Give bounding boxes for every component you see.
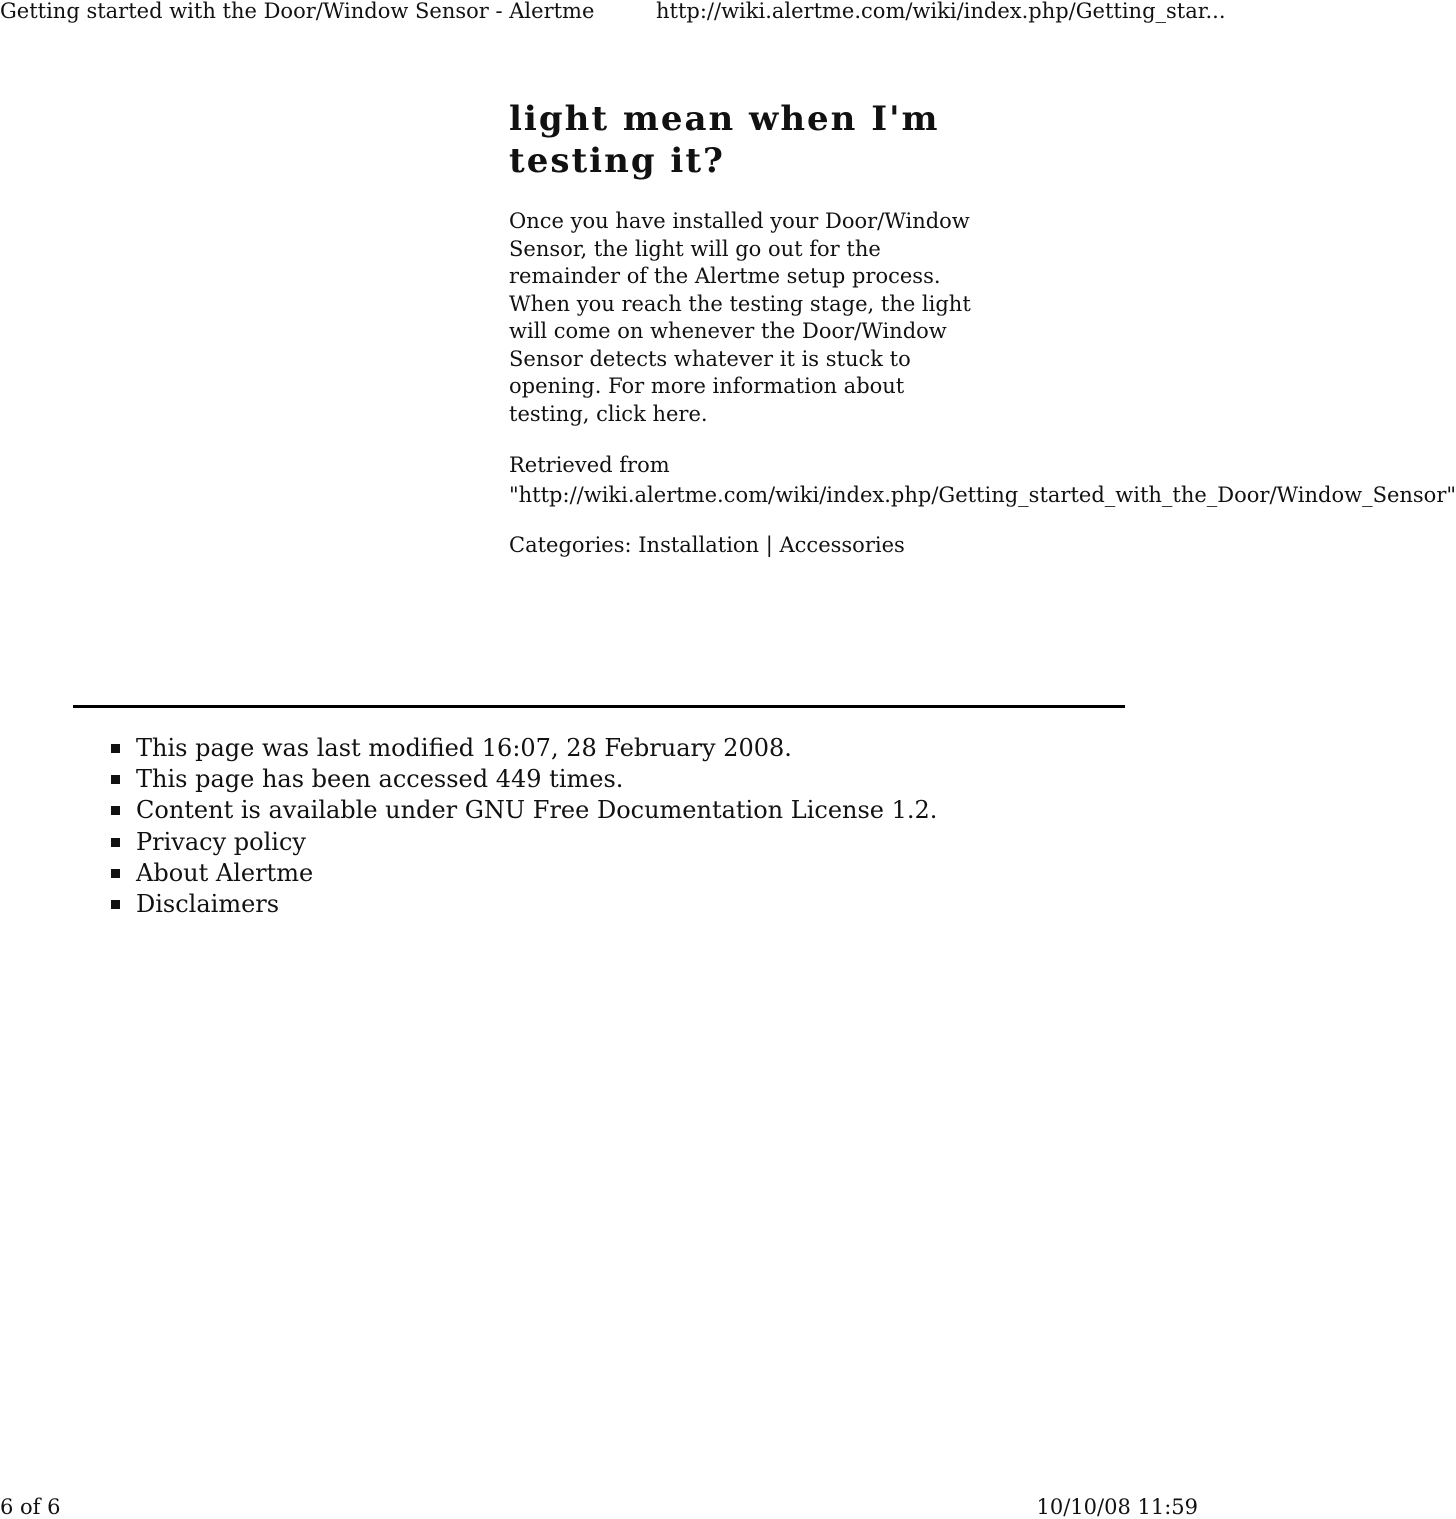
categories: Categories: Installation | Accessories	[509, 533, 905, 557]
footer-list	[108, 733, 937, 920]
about-alertme-link[interactable]: About Alertme	[136, 858, 314, 887]
bullet-icon	[111, 900, 120, 909]
footer-item-text: This page was last modified 16:07, 28 February 2008.	[136, 734, 792, 762]
footer-item-license	[108, 795, 937, 826]
retrieved-from: Retrieved from "http://wiki.alertme.com/wiki/index.php/Getting_started_with_the_Door/Window_Sensor"	[509, 453, 1456, 507]
bullet-icon	[111, 806, 120, 815]
footer-item-privacy-policy[interactable]	[108, 827, 937, 858]
bullet-icon	[111, 744, 120, 753]
article-paragraph: Once you have installed your Door/Window Sensor, the light will go out for the remainder of the Alertme setup process. When you reach the testing stage, the light will come on whenever the Door/Window Sensor detects whatever it is stuck to opening. For more information about testing, click here.	[509, 209, 971, 426]
disclaimers-link[interactable]: Disclaimers	[136, 890, 280, 919]
print-header-title: Getting started with the Door/Window Sensor - Alertme	[0, 0, 595, 23]
section-heading: light mean when I'm testing it?	[509, 99, 940, 181]
footer-item-last-modified	[108, 733, 937, 764]
print-page-number: 6 of 6	[0, 1495, 61, 1519]
privacy-policy-link[interactable]: Privacy policy	[136, 827, 306, 856]
footer-item-about[interactable]	[108, 858, 937, 889]
bullet-icon	[111, 869, 120, 878]
footer-item-text: This page has been accessed 449 times.	[136, 765, 624, 794]
bullet-icon	[111, 838, 120, 847]
footer-item-text: Content is available under GNU Free Documentation License 1.2.	[136, 796, 938, 825]
article-content	[509, 98, 1456, 560]
footer-item-access-count	[108, 764, 937, 795]
print-header-url: http://wiki.alertme.com/wiki/index.php/Getting_star...	[656, 0, 1226, 23]
footer-divider	[73, 705, 1125, 708]
footer-item-disclaimers[interactable]	[108, 889, 937, 920]
bullet-icon	[111, 775, 120, 784]
print-datetime: 10/10/08 11:59	[1036, 1495, 1198, 1519]
